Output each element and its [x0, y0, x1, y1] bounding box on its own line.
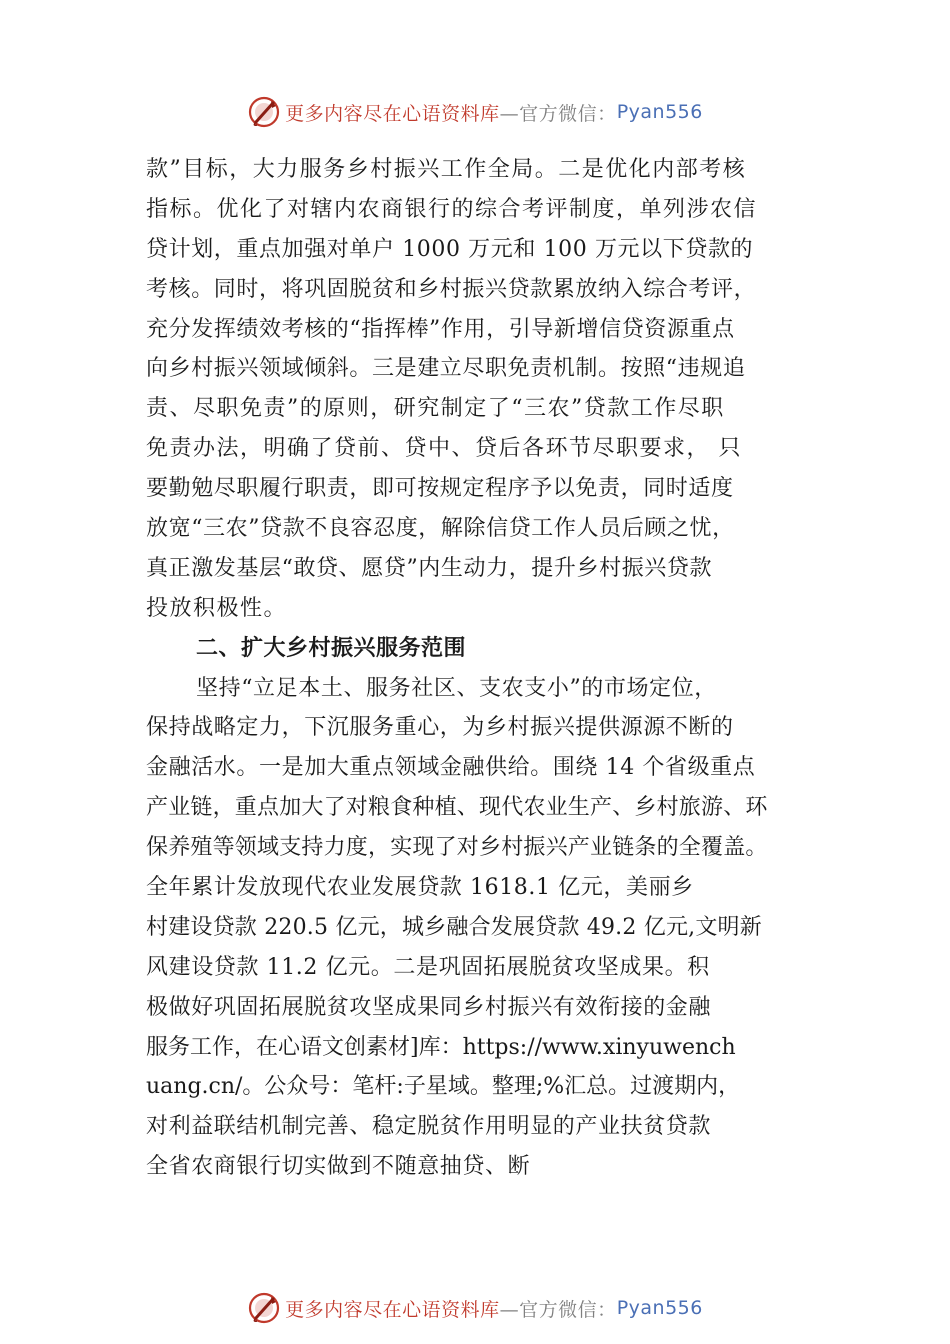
section-line: 全省农商银行切实做到不随意抽贷、断 — [146, 1154, 531, 1180]
body-line: 考核。同时，将巩固脱贫和乡村振兴贷款累放纳入综合考评， — [146, 276, 757, 302]
banner-wechat-label: —官方微信： — [499, 1298, 617, 1321]
body-line: 放宽“三农”贷款不良容忍度，解除信贷工作人员后顾之忧， — [146, 516, 735, 542]
section-line: 产业链，重点加大了对粮食种植、现代农业生产、乡村旅游、环 — [146, 795, 768, 821]
header-banner — [0, 92, 950, 132]
section-line: 保养殖等领域支持力度，实现了对乡村振兴产业链条的全覆盖。 — [146, 835, 768, 861]
banner-site-name: 更多内容尽在心语资料库 — [285, 1298, 500, 1321]
body-line: 投放积极性。 — [146, 595, 288, 621]
section-line: 对利益联结机制完善、稳定脱贫作用明显的产业扶贫贷款 — [146, 1114, 712, 1140]
section-line: 村建设贷款 220.5 亿元，城乡融合发展贷款 49.2 亿元,文明新 — [146, 914, 762, 940]
document-body — [146, 150, 816, 1187]
brush-logo-icon — [247, 95, 281, 129]
section-line: 保持战略定力，下沉服务重心，为乡村振兴提供源源不断的 — [146, 715, 734, 741]
body-line: 充分发挥绩效考核的“指挥棒”作用，引导新增信贷资源重点 — [146, 316, 735, 342]
banner-wechat-id: Pyan556 — [616, 1297, 703, 1319]
body-line: 向乡村振兴领域倾斜。三是建立尽职免责机制。按照“违规追 — [146, 356, 746, 382]
banner-site-name: 更多内容尽在心语资料库 — [285, 102, 500, 125]
body-line: 款”目标，大力服务乡村振兴工作全局。二是优化内部考核 — [146, 157, 747, 182]
section-line: 全年累计发放现代农业发展贷款 1618.1 亿元，美丽乡 — [146, 875, 694, 901]
body-line: 贷计划，重点加强对单户 1000 万元和 100 万元以下贷款的 — [146, 236, 754, 262]
brush-logo-icon — [247, 1291, 281, 1325]
section-line: uang.cn/。公众号：笔杆:子星域。整理;%汇总。过渡期内， — [146, 1074, 741, 1100]
section-line: 坚持“立足本土、服务社区、支农支小”的市场定位， — [196, 675, 717, 701]
section-line: 极做好巩固拓展脱贫攻坚成果同乡村振兴有效衔接的金融 — [146, 994, 712, 1020]
section-line: 金融活水。一是加大重点领域金融供给。围绕 14 个省级重点 — [146, 755, 756, 781]
body-line: 要勤勉尽职履行职责，即可按规定程序予以免责，同时适度 — [146, 476, 734, 502]
body-line: 真正激发基层“敢贷、愿贷”内生动力，提升乡村振兴贷款 — [146, 555, 713, 581]
banner-wechat-label: —官方微信： — [499, 102, 617, 125]
section-line: 风建设贷款 11.2 亿元。二是巩固拓展脱贫攻坚成果。积 — [146, 954, 710, 980]
body-line: 责、尽职免责”的原则，研究制定了“三农”贷款工作尽职 — [146, 396, 725, 422]
footer-banner — [0, 1288, 950, 1328]
banner-wechat-id: Pyan556 — [616, 101, 703, 123]
section-heading: 二、扩大乡村振兴服务范围 — [196, 635, 467, 661]
body-line: 免责办法，明确了贷前、贷中、贷后各环节尽职要求， 只 — [146, 436, 742, 462]
body-line: 指标。优化了对辖内农商银行的综合考评制度，单列涉农信 — [146, 196, 758, 222]
section-line: 服务工作，在心语文创素材]库：https://www.xinyuwench — [146, 1034, 736, 1060]
